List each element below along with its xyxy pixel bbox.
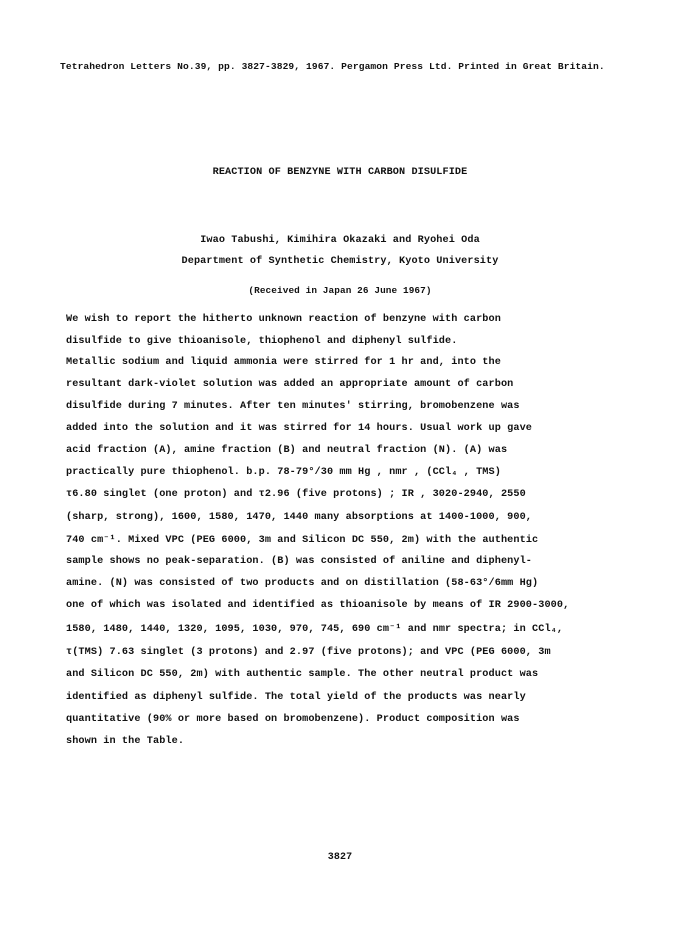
- body-line: We wish to report the hitherto unknown reaction of benzyne with carbon: [66, 314, 501, 325]
- body-line: Metallic sodium and liquid ammonia were stirred for 1 hr and, into the: [66, 357, 501, 368]
- body-line: quantitative (90% or more based on bromobenzene). Product composition was: [66, 714, 520, 725]
- running-head: Tetrahedron Letters No.39, pp. 3827-3829, 1967. Pergamon Press Ltd. Printed in Great Britain.: [60, 61, 605, 72]
- body-line: sample shows no peak-separation. (B) was consisted of aniline and diphenyl-: [66, 556, 533, 567]
- body-line: 1580, 1480, 1440, 1320, 1095, 1030, 970, 745, 690 cm⁻¹ and nmr spectra; in CCl₄,: [66, 624, 564, 635]
- body-line: disulfide during 7 minutes. After ten minutes' stirring, bromobenzene was: [66, 401, 520, 412]
- received-date: (Received in Japan 26 June 1967): [248, 285, 432, 296]
- author-list: Iwao Tabushi, Kimihira Okazaki and Ryohei Oda: [200, 235, 480, 246]
- page-number: 3827: [327, 852, 353, 863]
- body-line: one of which was isolated and identified as thioanisole by means of IR 2900-3000,: [66, 600, 570, 611]
- body-line: 740 cm⁻¹. Mixed VPC (PEG 6000, 3m and Silicon DC 550, 2m) with the authentic: [66, 535, 539, 546]
- affiliation: Department of Synthetic Chemistry, Kyoto University: [181, 256, 499, 267]
- article-title: REACTION OF BENZYNE WITH CARBON DISULFIDE: [212, 167, 468, 178]
- body-line: and Silicon DC 550, 2m) with authentic sample. The other neutral product was: [66, 669, 539, 680]
- body-line: practically pure thiophenol. b.p. 78-79°/30 mm Hg , nmr , (CCl₄ , TMS): [66, 467, 501, 478]
- body-line: amine. (N) was consisted of two products and on distillation (58-63°/6mm Hg): [66, 578, 539, 589]
- body-line: disulfide to give thioanisole, thiophenol and diphenyl sulfide.: [66, 336, 458, 347]
- body-line: acid fraction (A), amine fraction (B) and neutral fraction (N). (A) was: [66, 445, 508, 456]
- body-line: τ(TMS) 7.63 singlet (3 protons) and 2.97 (five protons); and VPC (PEG 6000, 3m: [66, 647, 551, 658]
- body-line: added into the solution and it was stirred for 14 hours. Usual work up gave: [66, 423, 533, 434]
- body-line: τ6.80 singlet (one proton) and τ2.96 (five protons) ; IR , 3020-2940, 2550: [66, 489, 526, 500]
- body-line: resultant dark-violet solution was added an appropriate amount of carbon: [66, 379, 514, 390]
- body-line: identified as diphenyl sulfide. The total yield of the products was nearly: [66, 692, 526, 703]
- body-line: shown in the Table.: [66, 736, 185, 747]
- body-line: (sharp, strong), 1600, 1580, 1470, 1440 many absorptions at 1400-1000, 900,: [66, 512, 533, 523]
